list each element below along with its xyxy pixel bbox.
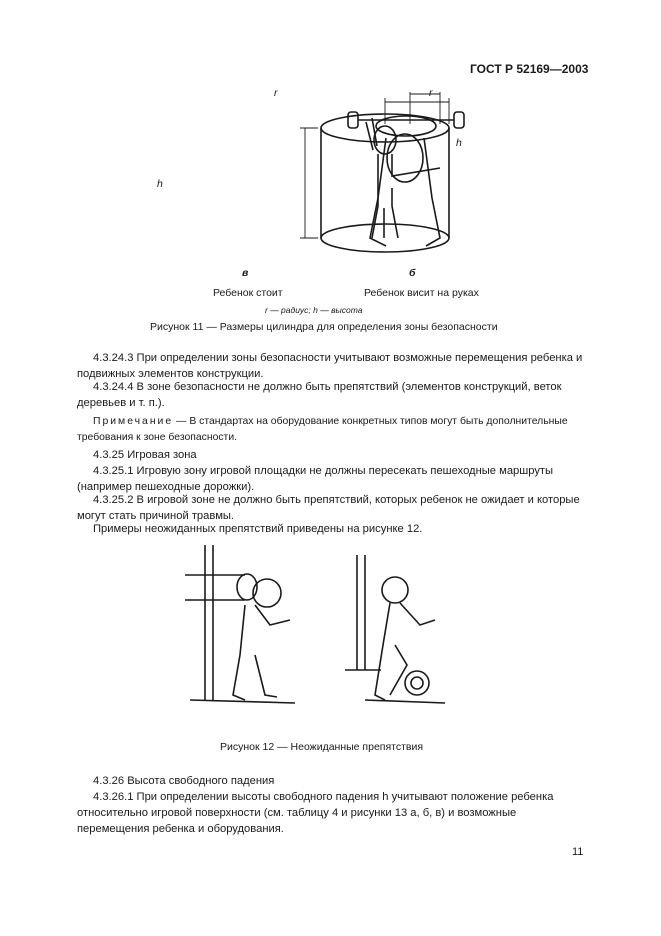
paragraph-examples: Примеры неожиданных препятствий приведены на рисунке 12. xyxy=(93,523,423,535)
figure11-label-standing: Ребенок стоит xyxy=(213,287,283,299)
left-obstacle-scene xyxy=(185,545,295,703)
figure-11-illustration xyxy=(140,88,530,276)
figure11-label-hanging: Ребенок висит на руках xyxy=(364,287,479,299)
figure11-legend: r — радиус; h — высота xyxy=(265,305,363,315)
note-text: — В стандартах на оборудование конкретных типов могут быть дополнительные требования к зоне безопасности. xyxy=(77,416,568,443)
figure11-radius-symbol-a: r xyxy=(274,87,278,99)
heading-4-3-25: 4.3.25 Игровая зона xyxy=(93,449,197,461)
figure11-sublabel-b: б xyxy=(409,267,416,279)
figure11-sublabel-a: в xyxy=(242,267,249,279)
standard-code: ГОСТ Р 52169—2003 xyxy=(470,62,589,76)
figure12-caption: Рисунок 12 — Неожиданные препятствия xyxy=(220,741,424,753)
paragraph-4-3-25-2: 4.3.25.2 В игровой зоне не должно быть препятствий, которых ребенок не ожидает и которые могут стать причиной травмы. xyxy=(77,494,580,522)
figure-12-illustration xyxy=(185,545,455,715)
page-number: 11 xyxy=(572,846,584,858)
figure11-caption: Рисунок 11 — Размеры цилиндра для определения зоны безопасности xyxy=(150,321,498,333)
paragraph-4-3-26-1: 4.3.26.1 При определении высоты свободного падения h учитывают положение ребенка относительно игровой поверхности (см. таблицу 4 и рисунки 13 а, б, в) и возможные перемещения ребенка и оборудования. xyxy=(77,791,554,835)
cylinder-standing-drawing xyxy=(300,98,449,252)
paragraph-4-3-24-3: 4.3.24.3 При определении зоны безопасности учитывают возможные перемещения ребенка и подвижных элементов конструкции. xyxy=(77,352,583,380)
heading-4-3-26: 4.3.26 Высота свободного падения xyxy=(93,775,275,787)
figure11-height-symbol-b: h xyxy=(456,137,462,149)
note-block xyxy=(77,414,585,446)
paragraph-4-3-24-4: 4.3.24.4 В зоне безопасности не должно быть препятствий (элементов конструкций, веток деревьев и т. п.). xyxy=(77,381,562,409)
note-label: Примечание xyxy=(93,416,174,427)
figure11-height-symbol: h xyxy=(157,178,163,190)
right-obstacle-scene xyxy=(345,555,445,703)
figure11-radius-symbol-b: r xyxy=(429,87,433,99)
paragraph-4-3-25-1: 4.3.25.1 Игровую зону игровой площадки не должны пересекать пешеходные маршруты (например пешеходные дорожки). xyxy=(77,465,554,493)
